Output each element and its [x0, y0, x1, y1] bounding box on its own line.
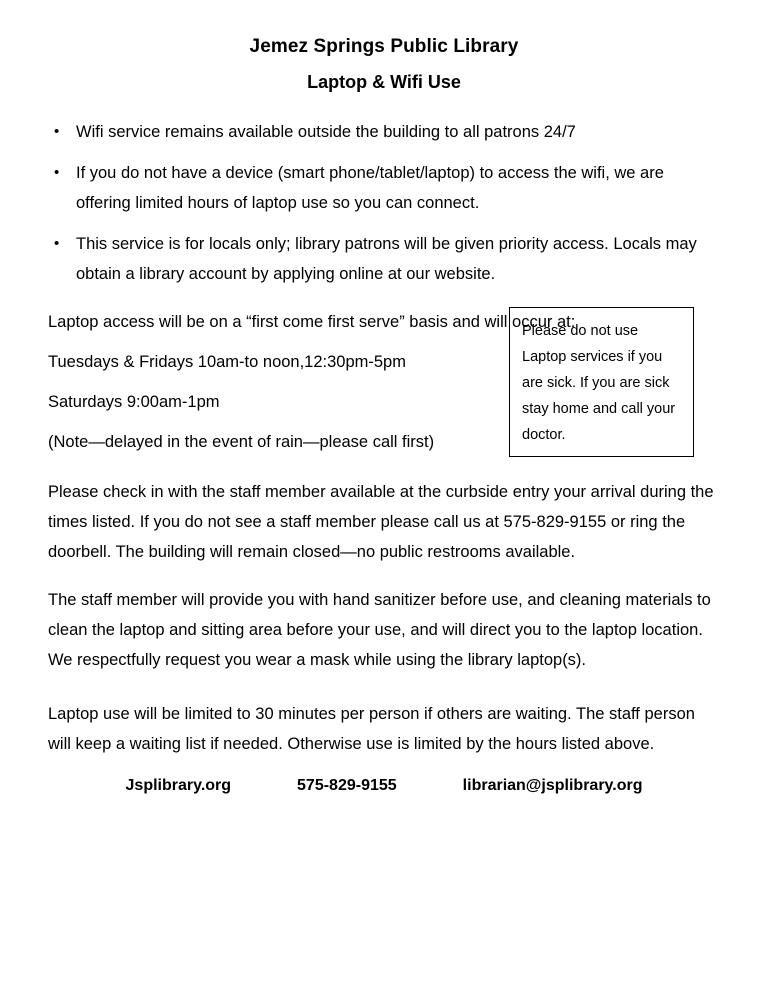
schedule-weekday-hours: Tuesdays & Fridays 10am-to noon,12:30pm-5pm	[48, 353, 406, 371]
document-header	[48, 0, 720, 93]
paragraph-checkin: Please check in with the staff member available at the curbside entry your arrival during the times listed. If you do not see a staff member please call us at 575-829-9155 or ring the doorbell. The building will remain closed—no public restrooms available.	[48, 483, 714, 561]
list-item: • If you do not have a device (smart phone/tablet/laptop) to access the wifi, we are offering limited hours of laptop use so you can connect.	[48, 158, 720, 218]
footer-phone[interactable]: 575-829-9155	[297, 777, 397, 794]
schedule-section	[48, 307, 720, 457]
page-title: Jemez Springs Public Library	[249, 36, 519, 57]
footer-website[interactable]: Jsplibrary.org	[125, 777, 232, 794]
schedule-rain-note: (Note—delayed in the event of rain—please call first)	[48, 433, 435, 451]
footer-email[interactable]: librarian@jsplibrary.org	[462, 777, 643, 794]
paragraph-time-limit: Laptop use will be limited to 30 minutes per person if others are waiting. The staff person will keep a waiting list if needed. Otherwise use is limited by the hours listed above.	[48, 705, 695, 753]
schedule-intro: Laptop access will be on a “first come first serve” basis and will occur at:	[48, 313, 576, 331]
contact-footer	[48, 777, 720, 795]
sick-notice-text: Please do not use Laptop services if you are sick. If you are sick stay home and call your doctor.	[522, 323, 676, 443]
policy-bullet-list	[48, 117, 720, 289]
instructions-section	[48, 477, 720, 759]
sick-notice-box	[509, 307, 694, 457]
list-item: • Wifi service remains available outside the building to all patrons 24/7	[48, 117, 720, 147]
paragraph-sanitizing: The staff member will provide you with hand sanitizer before use, and cleaning materials to clean the laptop and sitting area before your use, and will direct you to the laptop location. We respectfully request you wear a mask while using the library laptop(s).	[48, 591, 711, 669]
page-subtitle: Laptop & Wifi Use	[307, 72, 461, 92]
list-item: • This service is for locals only; library patrons will be given priority access. Locals may obtain a library account by applying online at our website.	[48, 229, 720, 289]
schedule-saturday-hours: Saturdays 9:00am-1pm	[48, 393, 220, 411]
